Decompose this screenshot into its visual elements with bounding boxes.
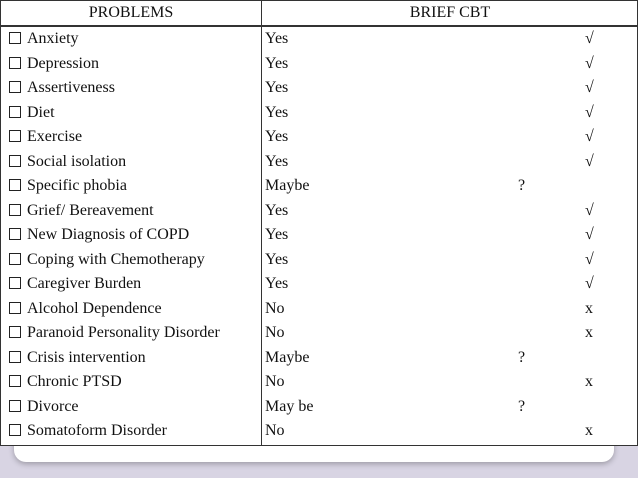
answer-cell: No (265, 373, 285, 390)
table-row (1, 273, 637, 298)
answer-cell: Yes (265, 275, 289, 292)
checkbox-bullet-icon (9, 253, 21, 265)
table-row (1, 151, 637, 176)
problem-cell (9, 224, 189, 246)
answer-cell: Yes (265, 201, 289, 219)
cross-mark: x (585, 373, 593, 390)
table-row (1, 420, 637, 445)
header-problems: PROBLEMS (88, 4, 174, 21)
answer-cell: Yes (265, 103, 289, 121)
answer-cell: Yes (265, 250, 289, 268)
answer-cell: Yes (265, 152, 289, 170)
problem-cell (9, 200, 154, 222)
problem-label: Depression (27, 54, 99, 72)
checkbox-bullet-icon (9, 228, 21, 240)
answer-cell: Maybe (265, 348, 310, 366)
header-divider (1, 25, 637, 27)
table-row (1, 298, 637, 323)
checkbox-bullet-icon (9, 424, 21, 436)
answer-cell: Yes (265, 79, 289, 96)
table-row (1, 322, 637, 347)
table-row (1, 200, 637, 225)
checkbox-bullet-icon (9, 302, 21, 314)
problem-cell (9, 28, 79, 50)
problem-cell (9, 371, 122, 393)
table-row (1, 53, 637, 78)
problem-label: Divorce (27, 397, 79, 415)
checkbox-bullet-icon (9, 375, 21, 387)
check-mark: √ (585, 226, 594, 243)
check-mark: √ (585, 275, 594, 292)
header-brief-cbt: BRIEF CBT (409, 4, 491, 21)
table-row (1, 77, 637, 102)
table-row (1, 126, 637, 151)
checkbox-bullet-icon (9, 179, 21, 191)
problem-cell (9, 322, 220, 344)
question-mark: ? (518, 348, 526, 366)
answer-cell: Yes (265, 30, 289, 47)
checkbox-bullet-icon (9, 57, 21, 69)
answer-cell: No (265, 422, 285, 439)
answer-cell: No (265, 324, 285, 341)
answer-cell: Yes (265, 128, 289, 145)
problem-label: Somatoform Disorder (27, 422, 167, 439)
cross-mark: x (585, 299, 593, 317)
problem-label: Paranoid Personality Disorder (27, 324, 220, 341)
checkbox-bullet-icon (9, 400, 21, 412)
answer-cell: May be (265, 397, 314, 415)
problem-label: Specific phobia (27, 177, 127, 194)
answer-cell: Maybe (265, 177, 310, 194)
checkbox-bullet-icon (9, 32, 21, 44)
cross-mark: x (585, 324, 593, 341)
table-row (1, 224, 637, 249)
problem-cell (9, 77, 115, 99)
check-mark: √ (585, 128, 594, 145)
problem-cell (9, 396, 79, 418)
problem-label: Grief/ Bereavement (27, 201, 154, 219)
problem-label: Crisis intervention (27, 348, 146, 366)
table-body (1, 28, 637, 445)
problem-label: Social isolation (27, 152, 127, 170)
checkbox-bullet-icon (9, 130, 21, 142)
table-row (1, 396, 637, 421)
problem-cell (9, 273, 141, 295)
check-mark: √ (585, 54, 594, 72)
problem-cell (9, 126, 82, 148)
problem-label: Caregiver Burden (27, 275, 142, 292)
table-row (1, 249, 637, 274)
checkbox-bullet-icon (9, 155, 21, 167)
problem-cell (9, 53, 99, 75)
problem-label: Assertiveness (27, 79, 115, 96)
table-row (1, 102, 637, 127)
checkbox-bullet-icon (9, 277, 21, 289)
question-mark: ? (518, 397, 526, 415)
question-mark: ? (518, 177, 526, 194)
problem-label: Diet (27, 103, 55, 121)
table-row (1, 175, 637, 200)
problem-cell (9, 151, 126, 173)
check-mark: √ (585, 152, 594, 170)
problem-cell (9, 102, 55, 124)
cross-mark: x (585, 422, 593, 439)
problem-label: Anxiety (27, 30, 79, 47)
problem-label: New Diagnosis of COPD (27, 226, 190, 243)
answer-cell: No (265, 299, 285, 317)
table-row (1, 28, 637, 53)
check-mark: √ (585, 250, 594, 268)
check-mark: √ (585, 30, 594, 47)
problem-label: Alcohol Dependence (27, 299, 162, 317)
problem-cell (9, 347, 146, 369)
check-mark: √ (585, 79, 594, 96)
problem-cell (9, 420, 167, 442)
check-mark: √ (585, 103, 594, 121)
checkbox-bullet-icon (9, 106, 21, 118)
problem-label: Coping with Chemotherapy (27, 250, 205, 268)
checkbox-bullet-icon (9, 81, 21, 93)
problem-cell (9, 175, 127, 197)
problem-cell (9, 298, 162, 320)
check-mark: √ (585, 201, 594, 219)
answer-cell: Yes (265, 54, 289, 72)
checkbox-bullet-icon (9, 204, 21, 216)
table-row (1, 371, 637, 396)
problem-label: Exercise (27, 128, 83, 145)
problem-cell (9, 249, 205, 271)
checkbox-bullet-icon (9, 351, 21, 363)
answer-cell: Yes (265, 226, 289, 243)
problem-label: Chronic PTSD (27, 373, 122, 390)
checkbox-bullet-icon (9, 326, 21, 338)
table-row (1, 347, 637, 372)
